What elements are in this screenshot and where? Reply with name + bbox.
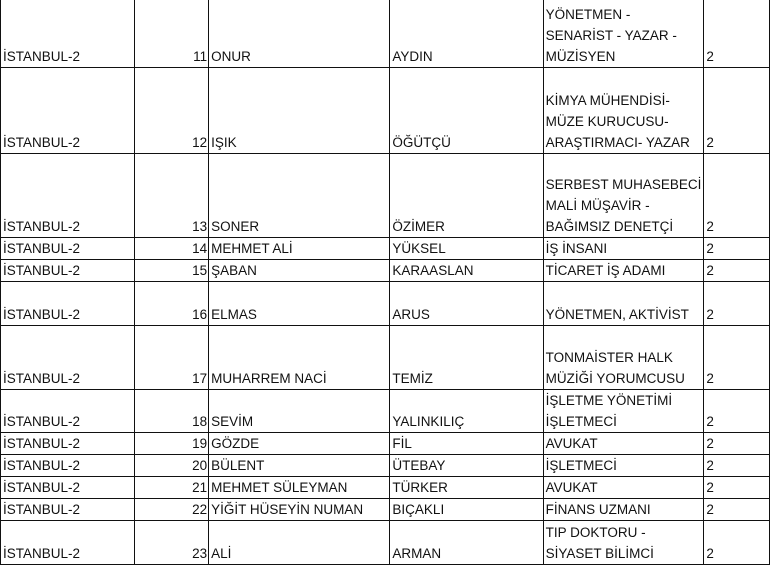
city-cell: İSTANBUL-2 xyxy=(1,0,135,68)
candidate-rows xyxy=(1,0,770,565)
last-name-cell: BIÇAKLI xyxy=(390,499,543,521)
first-name-cell: GÖZDE xyxy=(209,433,390,455)
first-name-cell: SONER xyxy=(209,154,390,238)
profession-line: YÖNETMEN, AKTİVİST xyxy=(545,307,689,322)
first-name-cell: BÜLENT xyxy=(209,455,390,477)
extra-column-cell: 2 xyxy=(704,238,770,260)
first-name-cell: ŞABAN xyxy=(209,260,390,282)
profession-cell xyxy=(543,433,704,455)
profession-line: KİMYA MÜHENDİSİ- xyxy=(545,93,670,108)
profession-line: İŞLETMECİ xyxy=(545,458,617,473)
profession-cell xyxy=(543,0,704,68)
profession-line: MALİ MÜŞAVİR - xyxy=(545,198,650,213)
last-name-cell: FİL xyxy=(390,433,543,455)
profession-line: İŞLETME YÖNETİMİ xyxy=(545,393,673,408)
extra-column-cell: 2 xyxy=(704,499,770,521)
extra-column-cell: 2 xyxy=(704,68,770,154)
candidate-number-cell: 17 xyxy=(134,326,209,390)
city-cell: İSTANBUL-2 xyxy=(1,260,135,282)
table-row xyxy=(1,433,770,455)
profession-cell xyxy=(543,499,704,521)
city-cell: İSTANBUL-2 xyxy=(1,68,135,154)
profession-line: MÜZİĞİ YORUMCUSU xyxy=(545,371,685,386)
profession-line: YÖNETMEN - xyxy=(545,7,631,22)
city-cell: İSTANBUL-2 xyxy=(1,282,135,326)
first-name-cell: YİĞİT HÜSEYİN NUMAN xyxy=(209,499,390,521)
profession-line: SİYASET BİLİMCİ xyxy=(545,546,654,561)
candidate-number-cell: 18 xyxy=(134,390,209,433)
first-name-cell: MUHARREM NACİ xyxy=(209,326,390,390)
table-row xyxy=(1,0,770,68)
profession-line: TONMAİSTER HALK xyxy=(545,350,673,365)
last-name-cell: TEMİZ xyxy=(390,326,543,390)
candidate-number-cell: 15 xyxy=(134,260,209,282)
extra-column-cell: 2 xyxy=(704,154,770,238)
last-name-cell: TÜRKER xyxy=(390,477,543,499)
profession-line: FİNANS UZMANI xyxy=(545,502,651,517)
table-row xyxy=(1,326,770,390)
profession-cell xyxy=(543,390,704,433)
table-row xyxy=(1,68,770,154)
last-name-cell: KARAASLAN xyxy=(390,260,543,282)
candidate-number-cell: 14 xyxy=(134,238,209,260)
extra-column-cell: 2 xyxy=(704,326,770,390)
profession-cell xyxy=(543,68,704,154)
table-row xyxy=(1,238,770,260)
profession-cell xyxy=(543,282,704,326)
profession-line: SENARİST - YAZAR - xyxy=(545,28,677,43)
profession-line: BAĞIMSIZ DENETÇİ xyxy=(545,219,674,234)
profession-line: TİCARET İŞ ADAMI xyxy=(545,263,666,278)
city-cell: İSTANBUL-2 xyxy=(1,326,135,390)
extra-column-cell: 2 xyxy=(704,433,770,455)
profession-cell xyxy=(543,455,704,477)
extra-column-cell: 2 xyxy=(704,455,770,477)
last-name-cell: ARUS xyxy=(390,282,543,326)
profession-cell xyxy=(543,477,704,499)
profession-line: İŞLETMECİ xyxy=(545,414,617,429)
profession-line: İŞ İNSANI xyxy=(545,241,608,256)
profession-line: ARAŞTIRMACI- YAZAR xyxy=(545,135,690,150)
extra-column-cell: 2 xyxy=(704,282,770,326)
first-name-cell: MEHMET SÜLEYMAN xyxy=(209,477,390,499)
profession-line: AVUKAT xyxy=(545,436,598,451)
table-row xyxy=(1,521,770,565)
table-row xyxy=(1,499,770,521)
candidate-number-cell: 12 xyxy=(134,68,209,154)
candidate-number-cell: 21 xyxy=(134,477,209,499)
table-row xyxy=(1,477,770,499)
last-name-cell: YALINKILIÇ xyxy=(390,390,543,433)
candidate-number-cell: 16 xyxy=(134,282,209,326)
candidate-number-cell: 23 xyxy=(134,521,209,565)
profession-cell xyxy=(543,521,704,565)
last-name-cell: ÖZİMER xyxy=(390,154,543,238)
city-cell: İSTANBUL-2 xyxy=(1,477,135,499)
candidate-number-cell: 20 xyxy=(134,455,209,477)
profession-line: AVUKAT xyxy=(545,480,598,495)
table-row xyxy=(1,455,770,477)
city-cell: İSTANBUL-2 xyxy=(1,433,135,455)
candidate-number-cell: 13 xyxy=(134,154,209,238)
profession-line: TIP DOKTORU - xyxy=(545,525,646,540)
first-name-cell: ALİ xyxy=(209,521,390,565)
profession-cell xyxy=(543,260,704,282)
profession-cell xyxy=(543,326,704,390)
first-name-cell: ONUR xyxy=(209,0,390,68)
table-row xyxy=(1,154,770,238)
profession-cell xyxy=(543,154,704,238)
profession-cell xyxy=(543,238,704,260)
last-name-cell: YÜKSEL xyxy=(390,238,543,260)
city-cell: İSTANBUL-2 xyxy=(1,499,135,521)
extra-column-cell: 2 xyxy=(704,477,770,499)
last-name-cell: AYDIN xyxy=(390,0,543,68)
extra-column-cell: 2 xyxy=(704,0,770,68)
city-cell: İSTANBUL-2 xyxy=(1,521,135,565)
candidate-number-cell: 11 xyxy=(134,0,209,68)
last-name-cell: ÖĞÜTÇÜ xyxy=(390,68,543,154)
table-row xyxy=(1,390,770,433)
extra-column-cell: 2 xyxy=(704,390,770,433)
city-cell: İSTANBUL-2 xyxy=(1,154,135,238)
table-row xyxy=(1,282,770,326)
first-name-cell: SEVİM xyxy=(209,390,390,433)
profession-line: SERBEST MUHASEBECİ xyxy=(545,177,702,192)
profession-line: MÜZE KURUCUSU- xyxy=(545,114,669,129)
table-row xyxy=(1,260,770,282)
candidate-number-cell: 19 xyxy=(134,433,209,455)
city-cell: İSTANBUL-2 xyxy=(1,390,135,433)
last-name-cell: ARMAN xyxy=(390,521,543,565)
first-name-cell: IŞIK xyxy=(209,68,390,154)
extra-column-cell: 2 xyxy=(704,521,770,565)
last-name-cell: ÜTEBAY xyxy=(390,455,543,477)
extra-column-cell: 2 xyxy=(704,260,770,282)
city-cell: İSTANBUL-2 xyxy=(1,238,135,260)
profession-line: MÜZİSYEN xyxy=(545,49,616,64)
candidate-number-cell: 22 xyxy=(134,499,209,521)
first-name-cell: MEHMET ALİ xyxy=(209,238,390,260)
first-name-cell: ELMAS xyxy=(209,282,390,326)
city-cell: İSTANBUL-2 xyxy=(1,455,135,477)
